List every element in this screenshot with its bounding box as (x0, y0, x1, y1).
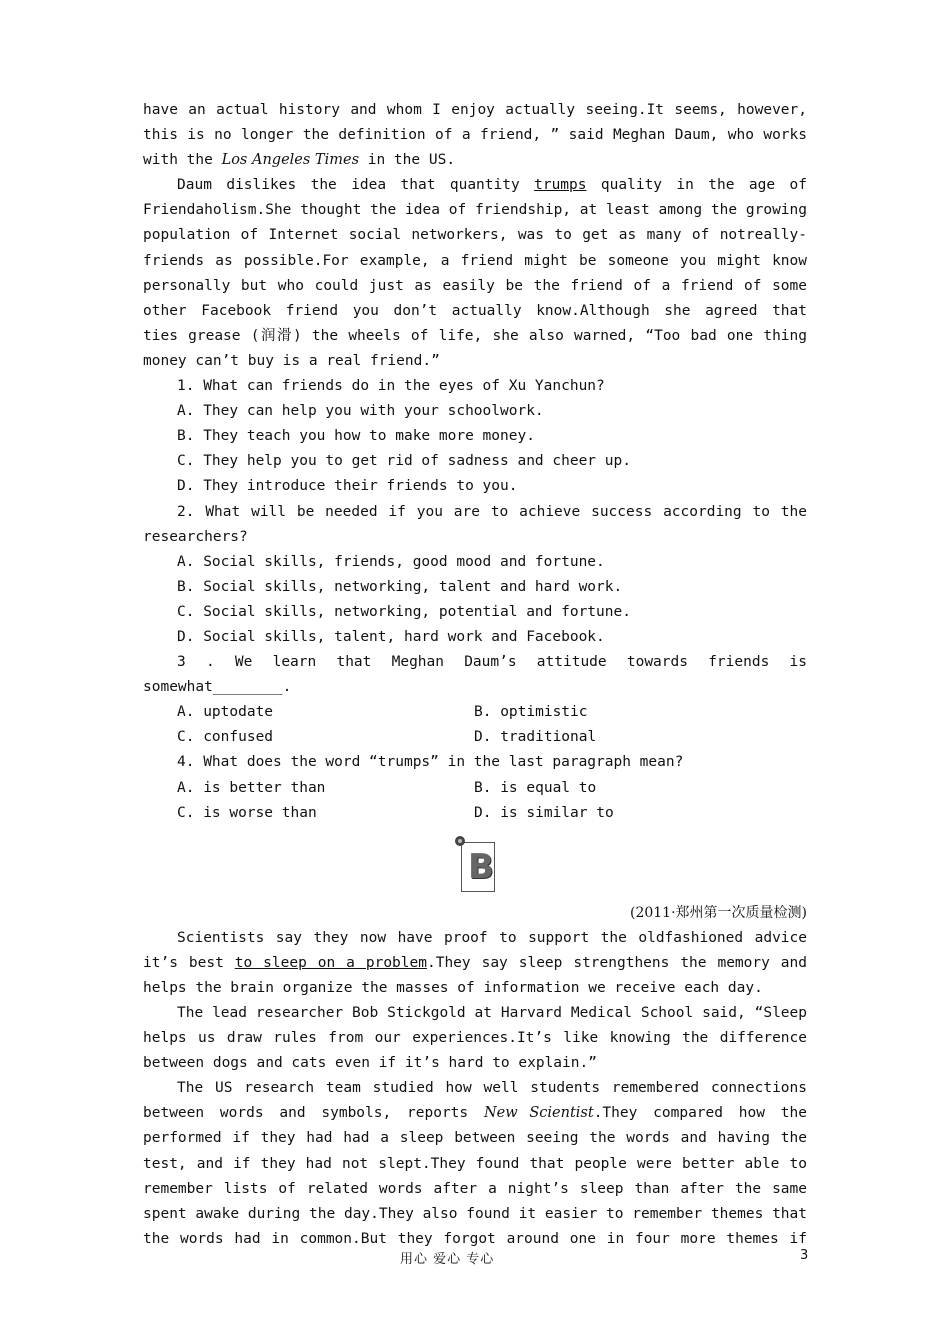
source-citation: (2011·郑州第一次质量检测) (629, 904, 807, 921)
text-line: between words and symbols, reports New Scientist.They compared how the (143, 1105, 807, 1122)
question-2: 2. What will be needed if you are to achieve success according to the (177, 503, 807, 520)
option: D. Social skills, talent, hard work and Facebook. (177, 628, 605, 645)
text-line: Friendaholism.She thought the idea of friendship, at least among the growing (143, 202, 807, 219)
option-row (143, 776, 807, 801)
text-line: The lead researcher Bob Stickgold at Harvard Medical School said, “Sleep (177, 1005, 807, 1021)
option-row (143, 700, 807, 725)
option: A. They can help you with your schoolwork. (177, 403, 544, 420)
text-line: Daum dislikes the idea that quantity trumps quality in the age of (177, 177, 807, 194)
text-line: The US research team studied how well students remembered connections (177, 1080, 807, 1097)
letter-card (461, 842, 495, 892)
sparkle-icon (453, 834, 467, 848)
option-row (143, 801, 807, 826)
section-letter-badge (457, 836, 497, 892)
newspaper-title: Los Angeles Times (221, 152, 360, 169)
option: C. Social skills, networking, potential and fortune. (177, 603, 631, 620)
option: A. is better than (177, 779, 326, 796)
option: A. uptodate (177, 704, 274, 721)
text-line: performed if they had had a sleep between seeing the words and having the (143, 1130, 807, 1147)
underlined-word: trumps (534, 177, 587, 194)
page-footer (0, 1248, 950, 1268)
document-page (143, 98, 807, 1252)
section-b-marker (143, 828, 807, 900)
text-line: between dogs and cats even if it’s hard to explain.” (143, 1055, 597, 1072)
option: C. They help you to get rid of sadness and cheer up. (177, 453, 631, 470)
option: B. They teach you how to make more money. (177, 428, 535, 445)
text-line: it’s best to sleep on a problem.They say sleep strengthens the memory and (143, 954, 807, 971)
option: B. Social skills, networking, talent and hard work. (177, 578, 623, 595)
question-4: 4. What does the word “trumps” in the last paragraph mean? (177, 754, 684, 771)
question-3: 3 . We learn that Meghan Daum’s attitude towards friends is (177, 654, 807, 671)
text-line: Scientists say they now have proof to support the oldfashioned advice (177, 929, 807, 946)
option: B. optimistic (474, 704, 588, 721)
text-line: money can’t buy is a real friend.” (143, 352, 440, 369)
option: D. is similar to (474, 804, 614, 821)
question-2-cont: researchers? (143, 528, 248, 545)
question-3-cont: somewhat________. (143, 679, 292, 696)
text-line: spent awake during the day.They also found it easier to remember themes that (143, 1205, 807, 1222)
option: B. is equal to (474, 779, 597, 796)
text-line: have an actual history and whom I enjoy actually seeing.It seems, however, (143, 102, 807, 118)
text-line: remember lists of related words after a night’s sleep than after the same (143, 1180, 807, 1197)
option: D. They introduce their friends to you. (177, 478, 518, 495)
text-line: the words had in common.But they forgot around one in four more themes if (143, 1230, 807, 1247)
text-line: ties grease (润滑) the wheels of life, she also warned, “Too bad one thing (143, 327, 807, 344)
page-number: 3 (800, 1248, 809, 1263)
underlined-phrase: to sleep on a problem (234, 954, 427, 971)
text-line: population of Internet social networkers, was to get as many of notreally- (143, 227, 807, 244)
footer-motto: 用心 爱心 专心 (400, 1252, 495, 1267)
text-line: friends as possible.For example, a friend might be someone you might know (143, 252, 807, 269)
option: C. confused (177, 729, 274, 746)
text-line: personally but who could just as easily be the friend of a friend of some (143, 277, 807, 294)
text-line: this is no longer the definition of a friend, ” said Meghan Daum, who works (143, 127, 807, 144)
option: C. is worse than (177, 804, 317, 821)
option-row (143, 725, 807, 750)
text-line: test, and if they had not slept.They found that people were better able to (143, 1155, 807, 1172)
text-line: other Facebook friend you don’t actually know.Although she agreed that (143, 302, 807, 319)
question-1: 1. What can friends do in the eyes of Xu Yanchun? (177, 378, 605, 395)
text-line: with the Los Angeles Times in the US. (143, 152, 456, 169)
section-letter: B (468, 846, 494, 887)
option: A. Social skills, friends, good mood and fortune. (177, 553, 605, 570)
magazine-title: New Scientist (483, 1105, 594, 1122)
text-line: helps the brain organize the masses of information we receive each day. (143, 979, 763, 996)
text-line: helps us draw rules from our experiences.It’s like knowing the difference (143, 1030, 807, 1047)
option: D. traditional (474, 729, 597, 746)
